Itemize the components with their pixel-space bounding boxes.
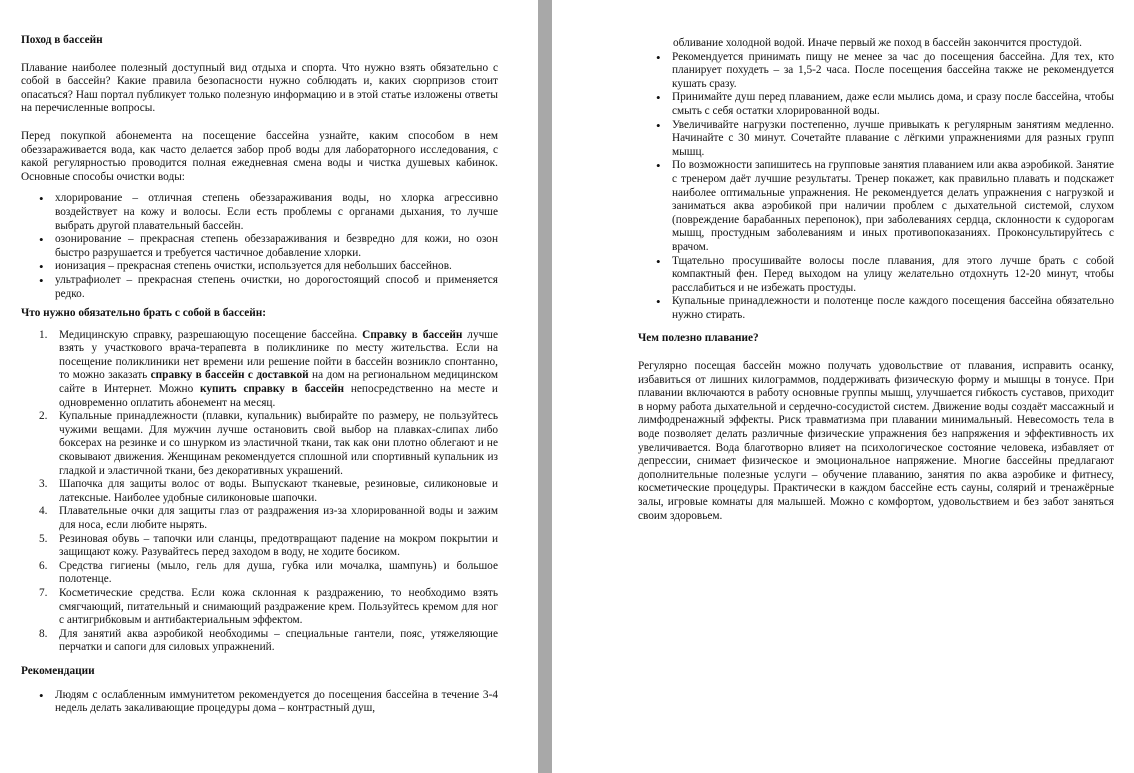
before-buy-paragraph: Перед покупкой абонемента на посещение бассейна узнайте, каким способом в нем обеззараживается вода, как часто делается забор проб воды для лабораторного исследования, с какой регулярностью проводится полная ежедневная смена воды и чистка душевых кабинок. Основные способы очистки воды:: [21, 129, 498, 183]
list-item: • Купальные принадлежности и полотенце после каждого посещения бассейна обязательно нужно стирать.: [638, 295, 1114, 322]
list-item: • Людям с ослабленным иммунитетом рекомендуется до посещения бассейна в течение 3-4 недель делать закаливающие процедуры дома – контрастный душ,: [21, 689, 498, 716]
page-gap: [538, 0, 552, 773]
list-item: 3. Шапочка для защиты волос от воды. Выпускают тканевые, резиновые, силиконовые и латексные. Наиболее удобные силиконовые шапочки.: [39, 478, 498, 504]
list-item: • Рекомендуется принимать пищу не менее за час до посещения бассейна. Для тех, кто планирует похудеть – за 1,5-2 часа. После посещения бассейна также не рекомендуется кушать сразу.: [638, 51, 1114, 92]
list-item: • Тщательно просушивайте волосы после плавания, для этого лучше брать с собой компактный фен. Перед выходом на улицу желательно отдохнуть 12-20 минут, чтобы расслабиться и не избежать простуды.: [638, 255, 1114, 296]
list-item: • ионизация – прекрасная степень очистки, используется для небольших бассейнов.: [21, 260, 498, 274]
bring-heading: Что нужно обязательно брать с собой в бассейн:: [21, 307, 267, 320]
list-item: 4. Плавательные очки для защиты глаз от раздражения из-за хлорированной воды и зажим для носа, если любите нырять.: [39, 505, 498, 531]
recommendations-list-start: [21, 689, 498, 716]
recommendations-list: [638, 51, 1114, 323]
list-item: 6. Средства гигиены (мыло, гель для душа, губка или мочалка, шампунь) и большое полотенце.: [39, 559, 498, 586]
article-title: Поход в бассейн: [21, 34, 103, 46]
intro-paragraph: Плавание наиболее полезный доступный вид отдыха и спорта. Что нужно взять обязательно с собой в бассейн? Какие правила безопасности нужно соблюдать и, каких сюрпризов стоит опасаться? Наш портал публикует только полезную информацию и в этой статье изложены ответы на перечисленные вопросы.: [21, 61, 498, 115]
recommendations-heading: Рекомендации: [21, 664, 95, 677]
cleaning-methods-list: [21, 192, 498, 301]
recommendation-continuation: обливание холодной водой. Иначе первый же поход в бассейн закончится простудой.: [673, 37, 1082, 49]
document-page-left: [0, 0, 538, 773]
list-item: • Принимайте душ перед плаванием, даже если мылись дома, и сразу после бассейна, чтобы смыть с себя остатки хлорированной воды.: [638, 91, 1114, 118]
bold-phrase: купить справку в бассейн: [200, 383, 345, 396]
list-item: 8. Для занятий аква аэробикой необходимы – специальные гантели, пояс, утяжеляющие перчатки и сапоги для силовых упражнений.: [39, 627, 498, 654]
list-item: 5. Резиновая обувь – тапочки или сланцы, предотвращают падение на мокром покрытии и защищают кожу. Разувайтесь перед заходом в воду, не ходите босиком.: [39, 532, 498, 559]
bring-items-list: [21, 329, 498, 655]
benefits-paragraph: Регулярно посещая бассейн можно получать удовольствие от плавания, исправить осанку, избавиться от лишних килограммов, поддерживать физическую форму и мышцы в тонусе. При плавании включаются в работу основные группы мышц, улучшается гибкость суставов, приходит в норму работа дыхательной и сердечно-сосудистой систем. Движение воды создаёт массажный и лимфодренажный эффекты. Риск травматизма при плавании минимальный. Невесомость тела в воде позволяет делать различные физические упражнения без напряжения и эффективность их увеличивается. Вода благотворно влияет на психологическое состояние человека, избавляет от депрессии, снимает физическое и эмоциональное напряжение. Многие бассейны предлагают дополнительные полезные услуги – обучение плаванию, занятия по аква аэробике и фитнесу, косметические процедуры. Практически в каждом бассейне есть сауны, солярий и тренажёрные залы, игровые комнаты для малышей. Можно с комфортом, удовольствием и без забот заняться своим здоровьем.: [638, 360, 1114, 522]
list-item: 1. Медицинскую справку, разрешающую посещение бассейна. Справку в бассейн лучше взять у участкового врача-терапевта в поликлинике по месту жительства. Если на посещение поликлиники нет времени или решение пойти в бассейн возникло спонтанно, то можно заказать справку в бассейн с доставкой на дом на региональном медицинском сайте в Интернет. Можно купить справку в бассейн непосредственно на месте и одновременно оплатить абонемент на месяц.: [39, 328, 498, 409]
list-item: • Увеличивайте нагрузки постепенно, лучше привыкать к регулярным занятиям медленно. Начинайте с 30 минут. Сочетайте плавание с лёгкими упражнениями для разных групп мышц.: [638, 119, 1114, 160]
bold-phrase: справку в бассейн с доставкой: [150, 369, 309, 382]
bold-phrase: Справку в бассейн: [362, 328, 463, 341]
list-item: • хлорирование – отличная степень обеззараживания воды, но хлорка агрессивно воздействует на кожу и волосы. Если есть проблемы с органами дыхания, то лучше выбрать другой плавательный бассейн.: [21, 192, 498, 233]
document-page-right: [552, 0, 1134, 773]
list-item: 7. Косметические средства. Если кожа склонная к раздражению, то необходимо взять смягчающий, питательный и снимающий раздражение крем. Пользуйтесь кремом для ног с антигрибковым и антибактериальным эффектом.: [39, 586, 498, 627]
benefits-heading: Чем полезно плавание?: [638, 332, 759, 345]
list-item: 2. Купальные принадлежности (плавки, купальник) выбирайте по размеру, не пользуйтесь чужими вещами. Для мужчин лучше остановить свой выбор на плавках-слипах либо боксерах на резинке и со шнурком из эластичной ткани, так как они плотно облегают и не сковывают движения. Женщинам рекомендуется сплошной или спортивный купальник из гладкой и эластичной ткани, без декоративных украшений.: [39, 410, 498, 477]
list-item: • озонирование – прекрасная степень обеззараживания и безвредно для кожи, но озон быстро разрушается и требуется частичное добавление хлорки.: [21, 233, 498, 260]
list-item: • ультрафиолет – прекрасная степень очистки, но дорогостоящий способ и применяется редко.: [21, 274, 498, 301]
list-item: • По возможности запишитесь на групповые занятия плаванием или аква аэробикой. Занятие с тренером даёт лучшие результаты. Тренер покажет, как правильно плавать и подскажет наиболее оптимальные упражнения. Не рекомендуется делать упражнения с нагрузкой и заниматься аква аэробикой при наличии проблем с дыхательной системой, слухом (повреждение барабанных перепонок), при заболеваниях сердца, склонности к судорогам мышц, простудным заболеваниям и иных противопоказаниях. Проконсультируйтесь с врачом.: [638, 159, 1114, 254]
